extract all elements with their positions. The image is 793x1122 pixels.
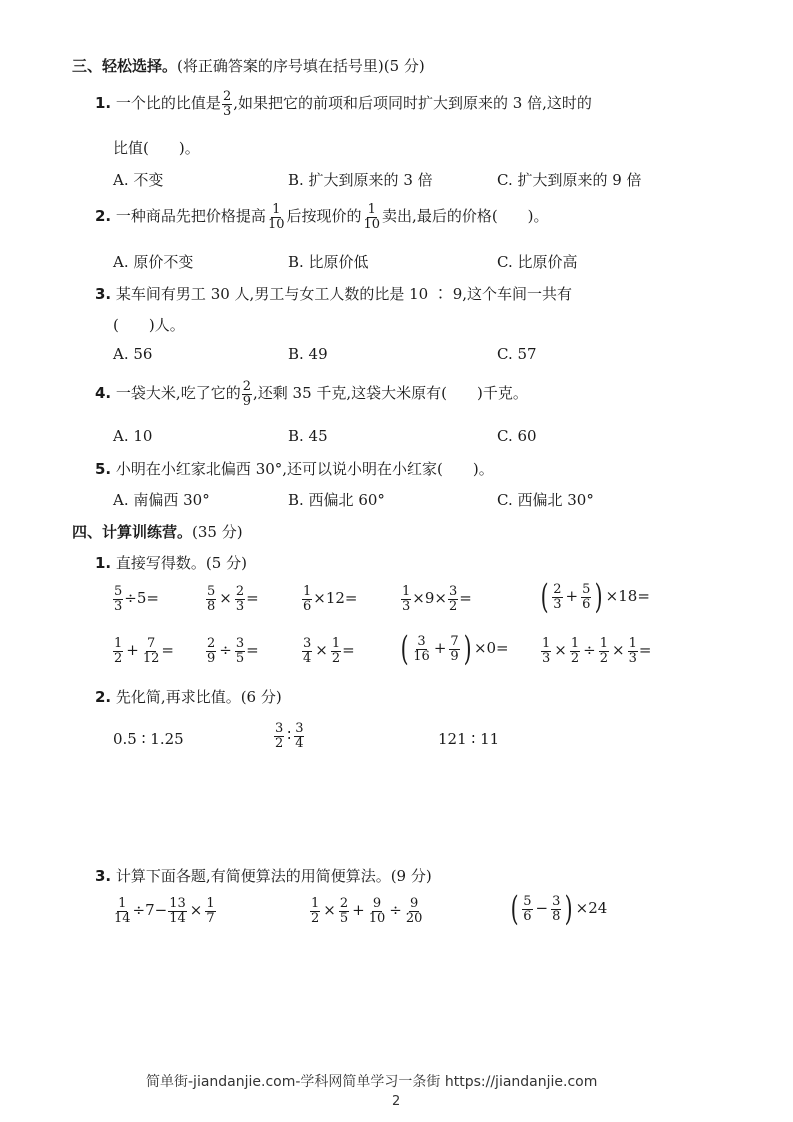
fraction <box>235 585 245 613</box>
fraction <box>113 637 123 665</box>
fraction <box>368 897 387 925</box>
fraction <box>235 637 245 665</box>
fraction <box>449 635 459 663</box>
option-b: B. 西偏北 60° <box>288 491 385 509</box>
numerator: 2 <box>242 379 251 394</box>
expression-9 <box>398 629 509 669</box>
fraction <box>522 895 532 923</box>
denominator: 9 <box>242 393 251 409</box>
numerator: 5 <box>582 581 591 597</box>
option-a: A. 南偏西 30° <box>113 491 210 509</box>
fraction <box>405 897 424 925</box>
denominator: 9 <box>450 648 459 664</box>
denominator: 9 <box>207 650 216 666</box>
numerator: 3 <box>417 633 426 649</box>
fraction <box>222 90 232 118</box>
denominator: 5 <box>339 910 349 926</box>
operator-text: ∶ <box>287 726 292 745</box>
fraction <box>448 585 458 613</box>
question-text: 计算下面各题,有简便算法的用简便算法。(9 分) <box>115 867 432 885</box>
operator-text: ÷ <box>583 641 596 660</box>
numerator: 2 <box>222 89 232 104</box>
option-c: C. 57 <box>497 345 537 363</box>
operator-text: × <box>219 589 232 608</box>
fraction <box>274 722 284 750</box>
option-a: A. 10 <box>113 427 153 445</box>
fraction <box>581 583 591 611</box>
option-c: C. 西偏北 30° <box>497 491 594 509</box>
section-3-note: (将正确答案的序号填在括号里)(5 分) <box>177 57 425 75</box>
denominator: 2 <box>114 650 123 666</box>
fraction <box>142 637 161 665</box>
operator-text: ÷5= <box>124 589 159 608</box>
operator-text: × <box>323 901 336 920</box>
numerator: 9 <box>409 896 419 911</box>
ratio-expression-1: 0.5 ∶ 1.25 <box>113 730 184 748</box>
operator-text: ÷ <box>389 901 402 920</box>
numerator: 5 <box>523 893 532 909</box>
section-3-title: 三、轻松选择。 <box>72 57 178 75</box>
denominator: 3 <box>402 598 411 614</box>
option-a: A. 原价不变 <box>113 253 194 271</box>
numerator: 3 <box>552 893 561 909</box>
left-paren: ( <box>540 577 549 617</box>
option-c: C. 扩大到原来的 9 倍 <box>497 171 642 189</box>
question-number: 3. <box>95 285 112 303</box>
option-a: A. 不变 <box>113 171 164 189</box>
question-text: 小明在小红家北偏西 30°,还可以说小明在小红家( )。 <box>115 460 494 478</box>
fraction <box>628 637 638 665</box>
numerator: 1 <box>311 896 320 911</box>
denominator: 3 <box>114 598 123 614</box>
operator-text: = <box>161 641 174 660</box>
denominator: 2 <box>275 735 284 751</box>
option-b: B. 扩大到原来的 3 倍 <box>288 171 433 189</box>
question-1-line2: 比值( )。 <box>113 139 200 157</box>
question-text: ,如果把它的前项和后项同时扩大到原来的 3 倍,这时的 <box>233 94 592 113</box>
option-a: A. 56 <box>113 345 153 363</box>
denominator: 7 <box>206 910 215 926</box>
operator-text: ×9× <box>412 589 447 608</box>
fraction <box>242 380 252 408</box>
fraction <box>168 897 187 925</box>
denominator: 16 <box>413 648 430 664</box>
numerator: 1 <box>331 636 341 651</box>
footer-watermark: 简单街-jiandanjie.com-学科网简单学习一条街 https://jiandanjie.com <box>146 1074 598 1090</box>
numerator: 3 <box>303 636 312 651</box>
denominator: 6 <box>582 596 591 612</box>
operator-text: + <box>565 587 579 605</box>
fraction <box>294 722 304 750</box>
denominator: 6 <box>523 908 532 924</box>
expression-3 <box>301 585 358 613</box>
fraction <box>302 585 312 613</box>
operator-text: = <box>342 641 355 660</box>
denominator: 3 <box>235 598 245 614</box>
fraction <box>205 897 215 925</box>
calc-expression-1 <box>112 897 217 925</box>
fraction <box>401 585 411 613</box>
question-3-line2: ( )人。 <box>113 316 185 334</box>
denominator: 10 <box>363 216 381 232</box>
numerator: 7 <box>146 636 156 651</box>
denominator: 3 <box>542 650 551 666</box>
question-number: 2. <box>95 688 112 706</box>
question-text: 直接写得数。(5 分) <box>115 554 247 572</box>
denominator: 3 <box>553 596 562 612</box>
fraction <box>363 203 382 231</box>
numerator: 1 <box>367 202 376 217</box>
fraction <box>412 635 431 663</box>
operator-text: = <box>246 641 259 660</box>
option-b: B. 比原价低 <box>288 253 369 271</box>
fraction <box>267 203 286 231</box>
operator-text: ×24 <box>575 899 608 917</box>
fraction <box>552 583 562 611</box>
question-text: 先化简,再求比值。(6 分) <box>115 688 282 706</box>
operator-text: − <box>535 899 549 917</box>
expression-2 <box>205 585 259 613</box>
question-5 <box>95 458 494 479</box>
numerator: 2 <box>207 636 216 651</box>
question-4 <box>95 380 528 408</box>
operator-text: ×18= <box>605 587 650 605</box>
numerator: 1 <box>272 202 281 217</box>
denominator: 10 <box>267 216 285 232</box>
numerator: 9 <box>372 896 382 911</box>
option-b: B. 45 <box>288 427 328 445</box>
operator-text: ×12= <box>313 589 358 608</box>
right-paren: ) <box>595 577 604 617</box>
operator-text: × <box>554 641 567 660</box>
left-paren: ( <box>510 889 519 929</box>
option-c: C. 比原价高 <box>497 253 578 271</box>
expression-7 <box>205 637 259 665</box>
numerator: 1 <box>570 636 580 651</box>
fraction <box>310 897 320 925</box>
expression-8 <box>301 637 355 665</box>
numerator: 1 <box>542 636 551 651</box>
numerator: 1 <box>114 636 123 651</box>
right-paren: ) <box>565 889 574 929</box>
question-1 <box>95 90 592 118</box>
question-number: 5. <box>95 460 112 478</box>
denominator: 2 <box>311 910 320 926</box>
fraction <box>113 897 132 925</box>
numerator: 1 <box>303 584 312 599</box>
numerator: 13 <box>169 896 186 911</box>
fraction <box>551 895 561 923</box>
question-text: 卖出,最后的价格( )。 <box>382 207 549 226</box>
fraction <box>302 637 312 665</box>
question-text: 一种商品先把价格提高 <box>115 207 266 226</box>
fraction <box>599 637 609 665</box>
denominator: 2 <box>599 650 608 666</box>
operator-text: = <box>459 589 472 608</box>
denominator: 3 <box>222 103 232 119</box>
numerator: 1 <box>599 636 608 651</box>
numerator: 5 <box>207 584 216 599</box>
denominator: 8 <box>552 908 561 924</box>
operator-text: × <box>612 641 625 660</box>
fraction <box>206 637 216 665</box>
section-3-heading <box>72 55 425 76</box>
question-number: 2. <box>95 207 112 226</box>
operator-text: = <box>246 589 259 608</box>
question-text: ,还剩 35 千克,这袋大米原有( )千克。 <box>252 384 528 403</box>
expression-4 <box>400 585 472 613</box>
left-paren: ( <box>400 629 409 669</box>
denominator: 2 <box>448 598 458 614</box>
fraction <box>113 585 123 613</box>
numerator: 7 <box>450 633 459 649</box>
denominator: 10 <box>368 910 386 926</box>
expression-5 <box>538 577 650 617</box>
numerator: 3 <box>235 636 245 651</box>
denominator: 14 <box>169 910 186 926</box>
expression-1 <box>112 585 159 613</box>
denominator: 5 <box>235 650 245 666</box>
denominator: 8 <box>207 598 216 614</box>
page-number: 2 <box>392 1094 401 1109</box>
operator-text: + <box>433 639 447 657</box>
question-number: 1. <box>95 554 112 572</box>
section-4-title: 四、计算训练营。 <box>72 523 193 541</box>
numerator: 1 <box>118 896 127 911</box>
numerator: 2 <box>235 584 245 599</box>
operator-text: + <box>126 641 139 660</box>
numerator: 1 <box>402 584 411 599</box>
numerator: 1 <box>628 636 637 651</box>
part-1-heading <box>95 552 247 573</box>
numerator: 2 <box>339 896 349 911</box>
part-2-heading <box>95 686 282 707</box>
option-b: B. 49 <box>288 345 328 363</box>
question-text: 一袋大米,吃了它的 <box>115 384 241 403</box>
denominator: 4 <box>295 735 304 751</box>
numerator: 2 <box>553 581 562 597</box>
section-4-heading <box>72 521 243 542</box>
denominator: 3 <box>628 650 637 666</box>
denominator: 6 <box>303 598 312 614</box>
denominator: 2 <box>331 650 341 666</box>
question-number: 1. <box>95 94 112 113</box>
denominator: 14 <box>114 910 131 926</box>
operator-text: ×0= <box>473 639 509 657</box>
expression-10 <box>540 637 651 665</box>
numerator: 1 <box>206 896 215 911</box>
operator-text: ÷ <box>219 641 232 660</box>
denominator: 20 <box>405 910 423 926</box>
question-text: 一个比的比值是 <box>115 94 221 113</box>
question-number: 3. <box>95 867 112 885</box>
fraction <box>331 637 341 665</box>
fraction <box>541 637 551 665</box>
calc-expression-2 <box>309 897 424 925</box>
numerator: 3 <box>275 721 284 736</box>
denominator: 2 <box>570 650 580 666</box>
operator-text: = <box>638 641 652 660</box>
denominator: 12 <box>142 650 160 666</box>
numerator: 3 <box>448 584 458 599</box>
ratio-expression-2 <box>273 722 305 750</box>
question-text: 某车间有男工 30 人,男工与女工人数的比是 10 ∶ 9,这个车间一共有 <box>115 285 573 303</box>
fraction <box>206 585 216 613</box>
operator-text: × <box>189 901 203 920</box>
question-3 <box>95 283 572 304</box>
operator-text: + <box>352 901 365 920</box>
fraction <box>570 637 580 665</box>
numerator: 5 <box>114 584 123 599</box>
option-c: C. 60 <box>497 427 537 445</box>
calc-expression-3 <box>508 889 608 929</box>
ratio-expression-3: 121 ∶ 11 <box>438 730 500 748</box>
fraction <box>339 897 349 925</box>
expression-6 <box>112 637 174 665</box>
question-text: 后按现价的 <box>286 207 362 226</box>
numerator: 3 <box>295 721 304 736</box>
denominator: 4 <box>303 650 312 666</box>
question-2 <box>95 203 549 231</box>
section-4-note: (35 分) <box>192 523 243 541</box>
right-paren: ) <box>463 629 472 669</box>
operator-text: × <box>315 641 328 660</box>
question-number: 4. <box>95 384 112 403</box>
part-3-heading <box>95 865 432 886</box>
operator-text: ÷7− <box>132 901 168 920</box>
